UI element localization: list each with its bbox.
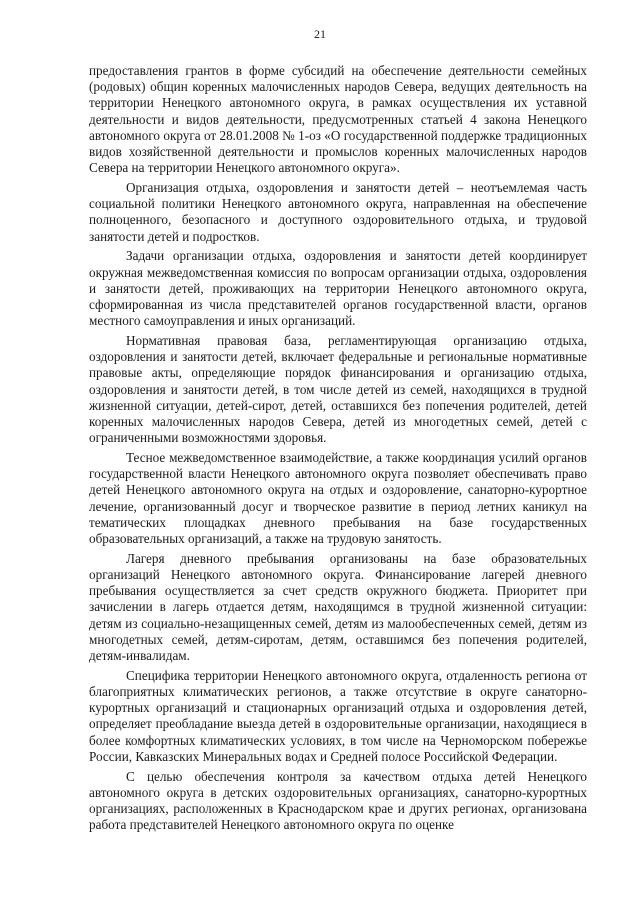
paragraph-4: Нормативная правовая база, регламентирующая организацию отдыха, оздоровления и занятости детей, включает федеральные и региональные нормативные правовые акты, определяющие порядок финансирования и организацию отдыха, оздоровления и занятости детей, в том числе детей из семей, находящихся в трудной жизненной ситуации, детей-сирот, детей, оставшихся без попечения родителей, детей коренных малочисленных народов Севера, детей из многодетных семей, детей с ограниченными возможностями здоровья. <box>89 333 587 446</box>
document-body <box>89 63 587 837</box>
paragraph-2: Организация отдыха, оздоровления и занятости детей – неотъемлемая часть социальной политики Ненецкого автономного округа, направленная на обеспечение полноценного, безопасного и доступного оздоровительного отдыха, и трудовой занятости детей и подростков. <box>89 180 587 244</box>
paragraph-7: Специфика территории Ненецкого автономного округа, отдаленность региона от благоприятных климатических регионов, а также отсутствие в округе санаторно-курортных организаций и стационарных организаций отдыха и оздоровления детей, определяет преобладание выезда детей в оздоровительные организации, находящиеся в более комфортных климатических условиях, в том числе на Черноморском побережье России, Кавказских Минеральных водах и Средней полосе Российской Федерации. <box>89 667 587 764</box>
paragraph-3: Задачи организации отдыха, оздоровления и занятости детей координирует окружная межведомственная комиссия по вопросам организации отдыха, оздоровления и занятости детей, проживающих на территории Ненецкого автономного округа, сформированная из числа представителей органов государственной власти, органов местного самоуправления и иных организаций. <box>89 248 587 329</box>
paragraph-1: предоставления грантов в форме субсидий на обеспечение деятельности семейных (родовых) общин коренных малочисленных народов Севера, ведущих деятельность на территории Ненецкого автономного округа, в рамках осуществления их уставной деятельности и видов деятельности, предусмотренных статьей 4 закона Ненецкого автономного округа от 28.01.2008 № 1-оз «О государственной поддержке традиционных видов хозяйственной деятельности и промыслов коренных малочисленных народов Севера на территории Ненецкого автономного округа». <box>89 63 587 176</box>
paragraph-5: Тесное межведомственное взаимодействие, а также координация усилий органов государственной власти Ненецкого автономного округа позволяет обеспечивать право детей Ненецкого автономного округа на отдых и оздоровление, санаторно-курортное лечение, организованный досуг и творческое развитие в период летних каникул на тематических площадках дневного пребывания на базе государственных образовательных организаций, а также на трудовую занятость. <box>89 450 587 547</box>
page-number: 21 <box>314 27 326 41</box>
paragraph-8: С целью обеспечения контроля за качеством отдыха детей Ненецкого автономного округа в детских оздоровительных организациях, санаторно-курортных организациях, расположенных в Краснодарском крае и других регионах, организована работа представителей Ненецкого автономного округа по оценке <box>89 768 587 833</box>
paragraph-6: Лагеря дневного пребывания организованы на базе образовательных организаций Ненецкого автономного округа. Финансирование лагерей дневного пребывания осуществляется за счет средств окружного бюджета. Приоритет при зачислении в лагерь отдается детям, находящимся в трудной жизненной ситуации: детям из социально-незащищенных семей, детям из малообеспеченных семей, детям из многодетных семей, детям-сиротам, детям, оставшимся без попечения родителей, детям-инвалидам. <box>89 550 587 664</box>
